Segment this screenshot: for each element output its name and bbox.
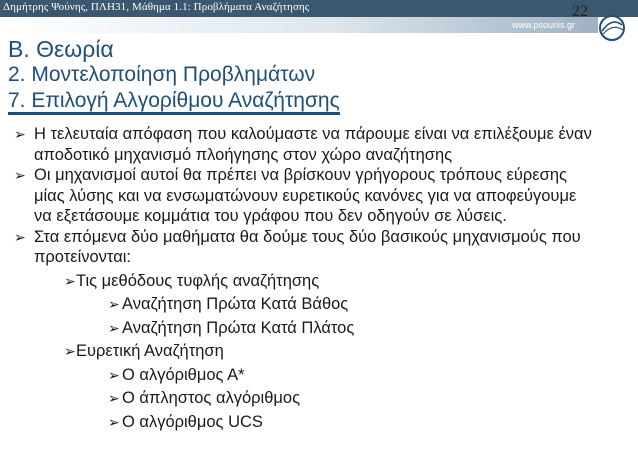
bullet-line: να εξετάσουμε κομμάτια του γράφου που δεν οδηγούν σε λύσεις. xyxy=(34,207,507,225)
bullet-line: Αναζήτηση Πρώτα Κατά Πλάτος xyxy=(122,318,355,337)
sub-sub-bullet-item xyxy=(14,365,624,386)
bullet-item xyxy=(14,165,624,227)
section-title: Β. Θεωρία xyxy=(8,36,114,62)
bullet-line: αποδοτικό μηχανισμό πλοήγησης στον χώρο αναζήτησης xyxy=(34,145,453,164)
bullet-line: Ο αλγόριθμος UCS xyxy=(122,412,263,431)
sub-bullet-item xyxy=(14,271,624,292)
title-block xyxy=(8,36,340,114)
arrow-bullet-icon: ➢ xyxy=(14,126,26,142)
bullet-line: Ο άπληστος αλγόριθμος xyxy=(122,389,301,407)
header-band xyxy=(0,0,638,17)
arrow-bullet-icon: ➢ xyxy=(108,413,120,430)
page-number: 22 xyxy=(572,3,588,20)
bullet-line: Οι μηχανισμοί αυτοί θα πρέπει να βρίσκουν γρήγορους τρόπους εύρεσης xyxy=(34,166,567,184)
author-line: Δημήτρης Ψούνης, ΠΛΗ31, Μάθημα 1.1: Προβλήματα Αναζήτησης xyxy=(3,1,310,13)
arrow-bullet-icon: ➢ xyxy=(108,319,120,336)
bullet-line: Τις μεθόδους τυφλής αναζήτησης xyxy=(76,271,320,290)
arrow-bullet-icon: ➢ xyxy=(108,366,120,383)
website-link[interactable]: www.psounis.gr xyxy=(512,20,576,30)
bullet-line: Η τελευταία απόφαση που καλούμαστε να πάρουμε είναι να επιλέξουμε έναν xyxy=(34,125,592,143)
arrow-bullet-icon: ➢ xyxy=(108,296,120,312)
arrow-bullet-icon: ➢ xyxy=(14,228,26,245)
psounis-logo-icon xyxy=(596,13,628,43)
header-gradient-band xyxy=(0,17,598,33)
slide-content xyxy=(14,124,624,432)
bullet-item xyxy=(14,124,624,165)
bullet-item xyxy=(14,227,624,268)
bullet-line: Ο αλγόριθμος Α* xyxy=(122,365,245,384)
sub-sub-bullet-item xyxy=(14,318,624,339)
arrow-bullet-icon: ➢ xyxy=(14,167,26,183)
arrow-bullet-icon: ➢ xyxy=(64,272,76,289)
sub-sub-bullet-item xyxy=(14,294,624,315)
title-underline xyxy=(8,112,340,115)
arrow-bullet-icon: ➢ xyxy=(64,343,76,359)
bullet-line: προτείνονται: xyxy=(34,248,132,266)
subsection-title: 7. Επιλογή Αλγορίθμου Αναζήτησης xyxy=(8,89,340,112)
arrow-bullet-icon: ➢ xyxy=(108,390,120,406)
bullet-line: Αναζήτηση Πρώτα Κατά Βάθος xyxy=(122,295,349,313)
bullet-line: Ευρετική Αναζήτηση xyxy=(76,342,224,360)
sub-bullet-item xyxy=(14,341,624,362)
chapter-title: 2. Μοντελοποίηση Προβλημάτων xyxy=(8,63,316,86)
sub-sub-bullet-item xyxy=(14,388,624,409)
bullet-line: Στα επόμενα δύο μαθήματα θα δούμε τους δύο βασικούς μηχανισμούς που xyxy=(34,227,581,246)
bullet-line: μίας λύσης και να ενσωματώνουν ευρετικούς κανόνες για να αποφεύγουμε xyxy=(34,186,577,205)
sub-sub-bullet-item xyxy=(14,412,624,433)
